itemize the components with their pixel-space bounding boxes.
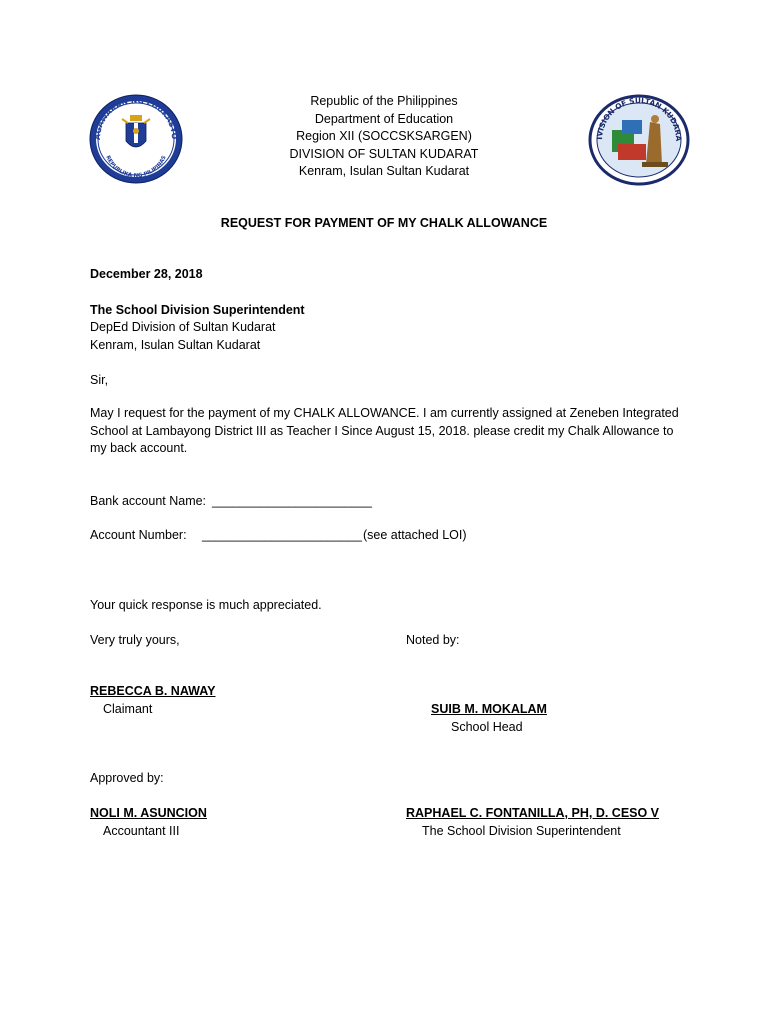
document-title: REQUEST FOR PAYMENT OF MY CHALK ALLOWANCE bbox=[220, 216, 548, 230]
recipient-address: Kenram, Isulan Sultan Kudarat bbox=[90, 338, 261, 352]
header-department: Department of Education bbox=[314, 111, 454, 126]
superintendent-name: RAPHAEL C. FONTANILLA, PH, D. CESO V bbox=[406, 806, 660, 820]
school-head-role: School Head bbox=[451, 720, 523, 734]
school-head-name: SUIB M. MOKALAM bbox=[431, 702, 547, 716]
approved-by-label: Approved by: bbox=[90, 771, 164, 785]
recipient-office: DepEd Division of Sultan Kudarat bbox=[90, 320, 276, 334]
valediction: Very truly yours, bbox=[90, 633, 180, 647]
header-division: DIVISION OF SULTAN KUDARAT bbox=[289, 146, 479, 161]
accountant-role: Accountant III bbox=[103, 824, 180, 838]
accountant-name: NOLI M. ASUNCION bbox=[90, 806, 207, 820]
appreciation-line: Your quick response is much appreciated. bbox=[90, 598, 322, 612]
recipient-title: The School Division Superintendent bbox=[90, 303, 305, 317]
account-number-blank: _______________________ bbox=[202, 528, 362, 542]
svg-text:KAGAWARAN NG EDUKASYON: AGAWARAN NG EDUKASYO bbox=[92, 95, 180, 141]
salutation: Sir, bbox=[90, 373, 109, 387]
body-paragraph: May I request for the payment of my CHALK ALLOWANCE. I am currently assigned at Zeneben Integrated School at Lambayong District III as Teacher I Since August 15, 2018. please credit my Chalk Allowance to my back account. bbox=[90, 406, 679, 455]
deped-seal-logo bbox=[88, 93, 184, 185]
claimant-role: Claimant bbox=[103, 702, 153, 716]
superintendent-role: The School Division Superintendent bbox=[422, 824, 621, 838]
account-number-note: (see attached LOI) bbox=[363, 528, 467, 542]
bank-account-name-blank: _______________________ bbox=[212, 494, 372, 508]
division-seal-logo bbox=[588, 94, 690, 186]
letterhead bbox=[214, 93, 554, 181]
bank-account-name-label: Bank account Name: bbox=[90, 494, 207, 508]
header-region: Region XII (SOCCSKSARGEN) bbox=[296, 129, 472, 143]
svg-text:REPUBLIKA NG PILIPINAS: REPUBLIKA NG PILIPINAS bbox=[104, 154, 168, 180]
svg-text:DIVISION OF SULTAN KUDARAT: IVISION OF SULTAN KUDARA bbox=[594, 95, 684, 141]
header-republic: Republic of the Philippines bbox=[310, 94, 458, 108]
letter-date: December 28, 2018 bbox=[90, 267, 203, 281]
header-address: Kenram, Isulan Sultan Kudarat bbox=[298, 164, 470, 178]
noted-by-label: Noted by: bbox=[406, 633, 460, 647]
account-number-label: Account Number: bbox=[90, 528, 187, 542]
claimant-name: REBECCA B. NAWAY bbox=[90, 684, 216, 698]
